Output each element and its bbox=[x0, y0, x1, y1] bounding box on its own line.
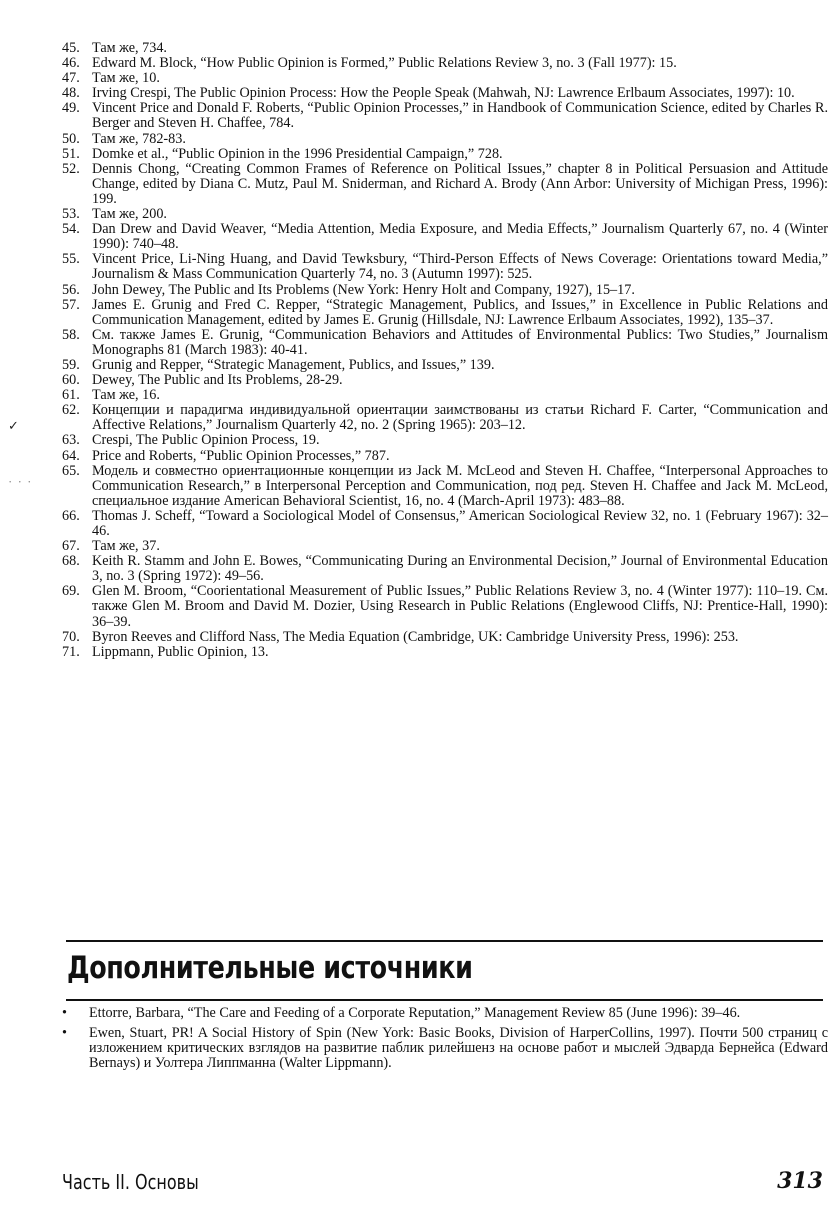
endnote-text: Dennis Chong, “Creating Common Frames of Reference on Political Issues,” chapter 8 in Political Persuasion and Attitude Change, edited by Diana C. Mutz, Paul M. Sniderman, and Richard A. Brody (Ann Arbor: University of Michigan Press, 1996): 199. bbox=[92, 160, 828, 207]
endnote-item bbox=[62, 388, 828, 403]
endnote-number: 71. bbox=[62, 643, 80, 660]
endnote-number: 63. bbox=[62, 432, 80, 449]
endnote-text: Thomas J. Scheff, “Toward a Sociological Model of Consensus,” American Sociological Review 32, no. 1 (February 1967): 32–46. bbox=[92, 507, 828, 539]
endnote-item bbox=[62, 584, 828, 629]
endnote-item bbox=[62, 132, 828, 147]
endnote-number: 47. bbox=[62, 70, 80, 87]
endnote-text: Byron Reeves and Clifford Nass, The Media Equation (Cambridge, UK: Cambridge University Press, 1996): 253. bbox=[92, 628, 739, 645]
endnote-text: Irving Crespi, The Public Opinion Process: How the People Speak (Mahwah, NJ: Lawrence Erlbaum Associates, 1997): 10. bbox=[92, 85, 795, 102]
endnote-text: Grunig and Repper, “Strategic Management, Publics, and Issues,” 139. bbox=[92, 356, 495, 373]
endnote-number: 45. bbox=[62, 40, 80, 56]
endnote-number: 69. bbox=[62, 583, 80, 600]
footer-part-title: Часть II. Основы bbox=[62, 1170, 199, 1194]
endnote-item bbox=[62, 56, 828, 71]
endnote-text: Там же, 37. bbox=[92, 538, 160, 555]
endnote-text: John Dewey, The Public and Its Problems (New York: Henry Holt and Company, 1927), 15–17. bbox=[92, 281, 635, 298]
bullet-icon: • bbox=[62, 1005, 67, 1021]
endnote-text: Domke et al., “Public Opinion in the 1996 Presidential Campaign,” 728. bbox=[92, 145, 503, 162]
endnote-text: Там же, 734. bbox=[92, 40, 167, 56]
endnote-number: 56. bbox=[62, 281, 80, 298]
endnote-text: Keith R. Stamm and John E. Bowes, “Communicating During an Environmental Decision,” Journal of Environmental Education 3, no. 3 (Spring 1972): 49–56. bbox=[92, 553, 828, 585]
section-rule-top bbox=[66, 940, 823, 942]
endnote-text: Dewey, The Public and Its Problems, 28-29. bbox=[92, 372, 343, 389]
section-rule-bottom bbox=[66, 999, 823, 1001]
margin-check-mark: ✓ bbox=[8, 418, 19, 433]
endnote-number: 59. bbox=[62, 356, 80, 373]
endnote-number: 64. bbox=[62, 447, 80, 464]
endnote-number: 66. bbox=[62, 507, 80, 524]
endnote-item bbox=[62, 449, 828, 464]
endnote-number: 65. bbox=[62, 462, 80, 479]
endnote-number: 67. bbox=[62, 538, 80, 555]
endnote-text: Vincent Price and Donald F. Roberts, “Public Opinion Processes,” in Handbook of Communication Science, edited by Charles R. Berger and Steven H. Chaffee, 784. bbox=[92, 100, 828, 132]
endnote-number: 51. bbox=[62, 145, 80, 162]
endnote-text: James E. Grunig and Fred C. Repper, “Strategic Management, Publics, and Issues,” in Excellence in Public Relations and Communication Management, edited by James E. Grunig (Hillsdale, NJ: Lawrence Erlbaum Associates, 1992), 135–37. bbox=[92, 296, 828, 328]
endnote-text: См. также James E. Grunig, “Communication Behaviors and Attitudes of Environmental Publics: Two Studies,” Journalism Monographs 81 (March 1983): 40-41. bbox=[92, 326, 828, 358]
bibliography-text: Ettorre, Barbara, “The Care and Feeding of a Corporate Reputation,” Management Review 85 (June 1996): 39–46. bbox=[89, 1005, 741, 1021]
endnote-number: 53. bbox=[62, 206, 80, 223]
endnote-text: Crespi, The Public Opinion Process, 19. bbox=[92, 432, 320, 449]
endnote-text: Там же, 10. bbox=[92, 70, 160, 87]
endnote-text: Price and Roberts, “Public Opinion Processes,” 787. bbox=[92, 447, 390, 464]
endnote-text: Модель и совместно ориентационные концепции из Jack M. McLeod and Steven H. Chaffee, “Interpersonal Approaches to Communication Research,” в Interpersonal Perception and Communication, под ред. Steven H. Chaffee and Jack M. McLeod, специальное издание American Behavioral Scientist, 16, no. 4 (March-April 1973): 483–88. bbox=[92, 462, 828, 509]
endnote-item bbox=[62, 222, 828, 252]
endnotes-list bbox=[62, 41, 828, 660]
endnote-text: Концепции и парадигма индивидуальной ориентации заимствованы из статьи Richard F. Carter, “Communication and Affective Relations,” Journalism Quarterly 42, no. 2 (Spring 1965): 203–12. bbox=[92, 402, 828, 434]
endnote-item bbox=[62, 147, 828, 162]
endnote-item bbox=[62, 207, 828, 222]
endnote-item bbox=[62, 101, 828, 131]
bibliography-list bbox=[62, 1006, 828, 1076]
endnote-item bbox=[62, 554, 828, 584]
section-title: Дополнительные источники bbox=[67, 950, 473, 986]
endnote-item bbox=[62, 373, 828, 388]
bullet-icon: • bbox=[62, 1025, 67, 1042]
endnote-text: Edward M. Block, “How Public Opinion is Formed,” Public Relations Review 3, no. 3 (Fall 1977): 15. bbox=[92, 55, 677, 72]
endnote-item bbox=[62, 539, 828, 554]
bibliography-text: Ewen, Stuart, PR! A Social History of Spin (New York: Basic Books, Division of HarperCollins, 1997). Почти 500 страниц с изложением критических взглядов на развитие паблик рилейшенз на основе работ и мыслей Эдварда Бернейса (Edward Bernays) и Уолтера Липпманна (Walter Lippmann). bbox=[89, 1025, 828, 1072]
endnote-number: 55. bbox=[62, 251, 80, 268]
endnote-text: Там же, 16. bbox=[92, 387, 160, 404]
endnote-item bbox=[62, 358, 828, 373]
endnote-number: 62. bbox=[62, 402, 80, 419]
endnote-item bbox=[62, 86, 828, 101]
endnote-item bbox=[62, 509, 828, 539]
endnote-item bbox=[62, 71, 828, 86]
endnote-item bbox=[62, 283, 828, 298]
endnote-item bbox=[62, 298, 828, 328]
endnote-text: Там же, 782-83. bbox=[92, 130, 186, 147]
endnote-item bbox=[62, 41, 828, 56]
endnote-number: 54. bbox=[62, 221, 80, 238]
endnote-item bbox=[62, 252, 828, 282]
page-number: 313 bbox=[777, 1168, 823, 1194]
endnote-number: 46. bbox=[62, 55, 80, 72]
endnote-item bbox=[62, 403, 828, 433]
endnote-item bbox=[62, 433, 828, 448]
endnote-item bbox=[62, 162, 828, 207]
endnote-text: Glen M. Broom, “Coorientational Measurement of Public Issues,” Public Relations Review 3, no. 4 (Winter 1977): 110–19. См. также Glen M. Broom and David M. Dozier, Using Research in Public Relations (Englewood Cliffs, NJ: Prentice-Hall, 1990): 36–39. bbox=[92, 583, 828, 630]
endnote-text: Vincent Price, Li-Ning Huang, and David Tewksbury, “Third-Person Effects of News Coverage: Orientations toward Media,” Journalism & Mass Communication Quarterly 74, no. 3 (Autumn 1997): 525. bbox=[92, 251, 828, 283]
endnote-number: 70. bbox=[62, 628, 80, 645]
endnote-text: Dan Drew and David Weaver, “Media Attention, Media Exposure, and Media Effects,” Journalism Quarterly 67, no. 4 (Winter 1990): 740–48. bbox=[92, 221, 828, 253]
endnote-number: 50. bbox=[62, 130, 80, 147]
endnote-number: 60. bbox=[62, 372, 80, 389]
endnote-item bbox=[62, 645, 828, 660]
endnote-number: 68. bbox=[62, 553, 80, 570]
endnote-text: Там же, 200. bbox=[92, 206, 167, 223]
bibliography-item bbox=[62, 1006, 828, 1021]
endnote-item bbox=[62, 464, 828, 509]
endnote-text: Lippmann, Public Opinion, 13. bbox=[92, 643, 269, 660]
endnote-number: 61. bbox=[62, 387, 80, 404]
bibliography-item bbox=[62, 1026, 828, 1071]
margin-dots-mark: · · · bbox=[8, 474, 33, 489]
endnote-item bbox=[62, 630, 828, 645]
endnote-number: 48. bbox=[62, 85, 80, 102]
endnote-number: 49. bbox=[62, 100, 80, 117]
endnote-number: 52. bbox=[62, 160, 80, 177]
endnote-item bbox=[62, 328, 828, 358]
endnote-number: 58. bbox=[62, 326, 80, 343]
endnote-number: 57. bbox=[62, 296, 80, 313]
